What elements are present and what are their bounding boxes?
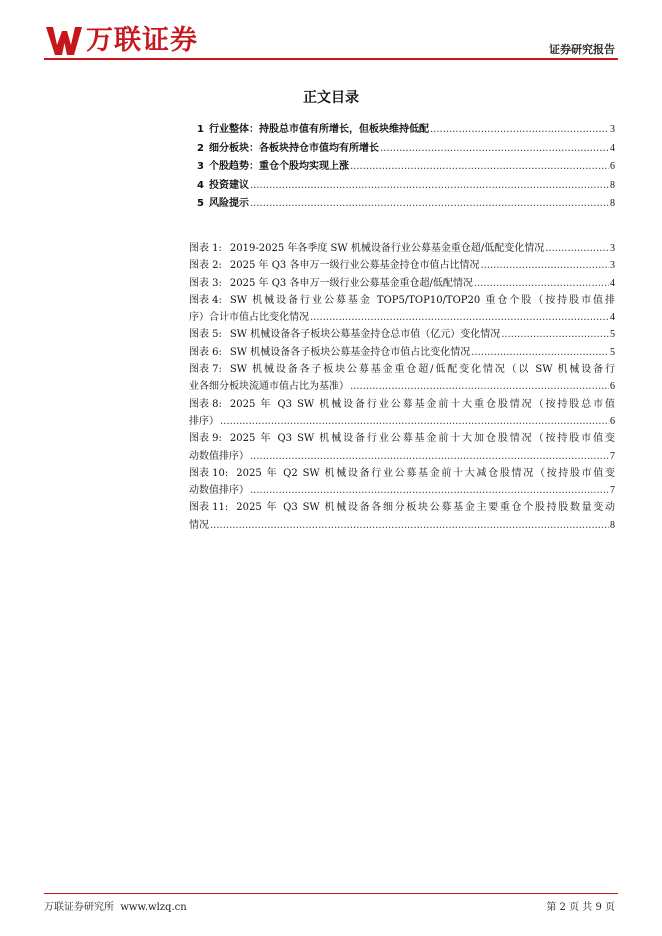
figure-title: 2025 年 Q3 SW 机械设备行业公募基金前十大重仓股情况（按持股总市值 xyxy=(229,398,615,410)
toc-list xyxy=(197,120,615,213)
figure-entry[interactable] xyxy=(189,292,615,327)
figure-title-continued: 动数值排序） xyxy=(189,485,249,497)
figure-entry[interactable] xyxy=(189,257,615,274)
figure-label: 图表 3: xyxy=(189,277,222,289)
toc-entry-title: 个股趋势：重仓个股均实现上涨 xyxy=(209,161,349,172)
figure-entry-line xyxy=(189,240,615,257)
toc-entry-number: 1 xyxy=(197,124,204,135)
figure-title: 2025 年 Q3 各申万一级行业公募基金重仓超/低配情况 xyxy=(229,277,473,289)
figure-entry-line xyxy=(189,499,615,516)
toc-entry-number: 3 xyxy=(197,161,204,172)
figure-title-continued: 情况 xyxy=(189,519,209,531)
toc-leader xyxy=(430,124,609,135)
figure-title-continued: 动数值排序） xyxy=(189,450,249,462)
figure-page: 6 xyxy=(610,381,615,393)
figure-title: 2019-2025 年各季度 SW 机械设备行业公募基金重仓超/低配变化情况 xyxy=(229,243,545,254)
figure-title-continued: 排序） xyxy=(189,415,219,427)
figure-entry-line xyxy=(189,465,615,482)
figure-entry-line xyxy=(189,344,615,361)
figure-title: SW 机械设备各子板块公募基金重仓超/低配变化情况（以 SW 机械设备行 xyxy=(229,364,615,376)
figure-page: 3 xyxy=(610,260,615,272)
figure-title: SW 机械设备行业公募基金 TOP5/TOP10/TOP20 重仓个股（按持股市值排 xyxy=(229,294,615,306)
figure-entry-line xyxy=(189,482,615,499)
figure-label: 图表 10: xyxy=(189,467,229,479)
figure-title: SW 机械设备各子板块公募基金持仓市值占比变化情况 xyxy=(229,346,471,358)
figure-page: 7 xyxy=(610,485,615,497)
figure-leader xyxy=(471,344,609,361)
toc-entry-page: 8 xyxy=(610,198,615,209)
toc-entry-title: 风险提示 xyxy=(209,198,249,209)
figure-entry[interactable] xyxy=(189,275,615,292)
figure-page: 4 xyxy=(610,277,615,289)
figure-entry-line xyxy=(189,361,615,378)
toc-title: 正文目录 xyxy=(303,90,359,106)
toc-entry-page: 3 xyxy=(610,124,615,135)
figure-label: 图表 1: xyxy=(189,243,222,254)
figure-title: SW 机械设备各子板块公募基金持仓总市值（亿元）变化情况 xyxy=(229,329,501,341)
toc-entry[interactable] xyxy=(197,120,615,139)
figure-leader xyxy=(210,517,609,534)
figure-entry[interactable] xyxy=(189,326,615,343)
figure-entry[interactable] xyxy=(189,344,615,361)
toc-leader xyxy=(250,180,609,191)
figure-entry-line xyxy=(189,448,615,465)
figure-title: 2025 年 Q3 SW 机械设备各细分板块公募基金主要重仓个股持股数量变动 xyxy=(236,502,615,514)
figure-entry-line xyxy=(189,275,615,292)
figure-entry-line xyxy=(189,326,615,343)
figure-entry[interactable] xyxy=(189,240,615,257)
footer-page-info: 第 2 页 共 9 页 xyxy=(546,902,615,913)
report-type-label: 证券研究报告 xyxy=(549,43,615,56)
figure-entry-line xyxy=(189,257,615,274)
toc-entry[interactable] xyxy=(197,139,615,158)
figure-label: 图表 5: xyxy=(189,329,222,341)
toc-entry-page: 8 xyxy=(610,179,615,191)
figure-entry-line xyxy=(189,292,615,309)
toc-entry-number: 5 xyxy=(197,198,204,209)
figure-entry[interactable] xyxy=(189,396,615,431)
wanlian-logo-icon xyxy=(44,23,84,59)
figure-title-continued: 序）合计市值占比变化情况 xyxy=(189,312,309,324)
toc-entry-number: 2 xyxy=(197,142,204,154)
figure-label: 图表 4: xyxy=(189,294,222,306)
figure-label: 图表 7: xyxy=(189,364,222,376)
header-divider xyxy=(44,58,618,60)
toc-entry-number: 4 xyxy=(197,179,204,191)
figure-page: 3 xyxy=(610,243,615,254)
figure-label: 图表 11: xyxy=(189,502,229,514)
figure-entry[interactable] xyxy=(189,499,615,534)
toc-entry-title: 细分板块：各板块持仓市值均有所增长 xyxy=(209,142,379,154)
figure-leader xyxy=(480,257,609,274)
figure-leader xyxy=(250,482,609,499)
figure-title-continued: 业各细分板块流通市值占比为基准） xyxy=(189,381,349,393)
figure-title: 2025 年 Q2 SW 机械设备行业公募基金前十大减仓股情况（按持股市值变 xyxy=(236,467,615,479)
figure-entry[interactable] xyxy=(189,361,615,396)
figure-page: 6 xyxy=(610,415,615,427)
figure-title: 2025 年 Q3 各申万一级行业公募基金持仓市值占比情况 xyxy=(229,260,480,272)
toc-entry[interactable] xyxy=(197,176,615,195)
figure-leader xyxy=(310,309,609,326)
toc-entry-title: 行业整体：持股总市值有所增长，但板块维持低配 xyxy=(209,124,429,135)
figure-label: 图表 9: xyxy=(189,433,222,445)
figure-leader xyxy=(350,378,609,395)
figure-leader xyxy=(545,240,609,257)
toc-leader xyxy=(250,198,609,209)
figure-entry-line xyxy=(189,517,615,534)
brand-name: 万联证券 xyxy=(86,25,198,56)
figure-label: 图表 6: xyxy=(189,346,222,358)
figure-entry[interactable] xyxy=(189,465,615,500)
figure-leader xyxy=(220,413,609,430)
figure-index xyxy=(189,240,615,534)
figure-entry-line xyxy=(189,396,615,413)
figure-label: 图表 2: xyxy=(189,260,222,272)
toc-entry[interactable] xyxy=(197,194,615,213)
toc-leader xyxy=(380,143,609,154)
footer-divider xyxy=(44,893,618,894)
brand-logo xyxy=(44,22,198,60)
figure-page: 5 xyxy=(610,346,615,358)
toc-entry-title: 投资建议 xyxy=(209,179,249,191)
footer-website-link[interactable]: www.wlzq.cn xyxy=(120,902,187,913)
toc-entry-page: 4 xyxy=(610,142,615,154)
toc-entry-page: 6 xyxy=(610,161,615,172)
figure-entry-line xyxy=(189,309,615,326)
figure-page: 5 xyxy=(610,329,615,341)
footer-company xyxy=(44,898,187,913)
figure-entry-line xyxy=(189,430,615,447)
figure-page: 7 xyxy=(610,450,615,462)
footer-company-name: 万联证券研究所 xyxy=(44,902,114,913)
figure-entry-line xyxy=(189,378,615,395)
toc-leader xyxy=(350,161,609,172)
toc-entry[interactable] xyxy=(197,157,615,176)
figure-leader xyxy=(501,326,609,343)
figure-leader xyxy=(250,448,609,465)
figure-leader xyxy=(474,275,609,292)
figure-title: 2025 年 Q3 SW 机械设备行业公募基金前十大加仓股情况（按持股市值变 xyxy=(229,433,615,445)
figure-entry-line xyxy=(189,413,615,430)
figure-entry[interactable] xyxy=(189,430,615,465)
figure-label: 图表 8: xyxy=(189,398,222,410)
figure-page: 4 xyxy=(610,312,615,324)
figure-page: 8 xyxy=(610,519,615,531)
